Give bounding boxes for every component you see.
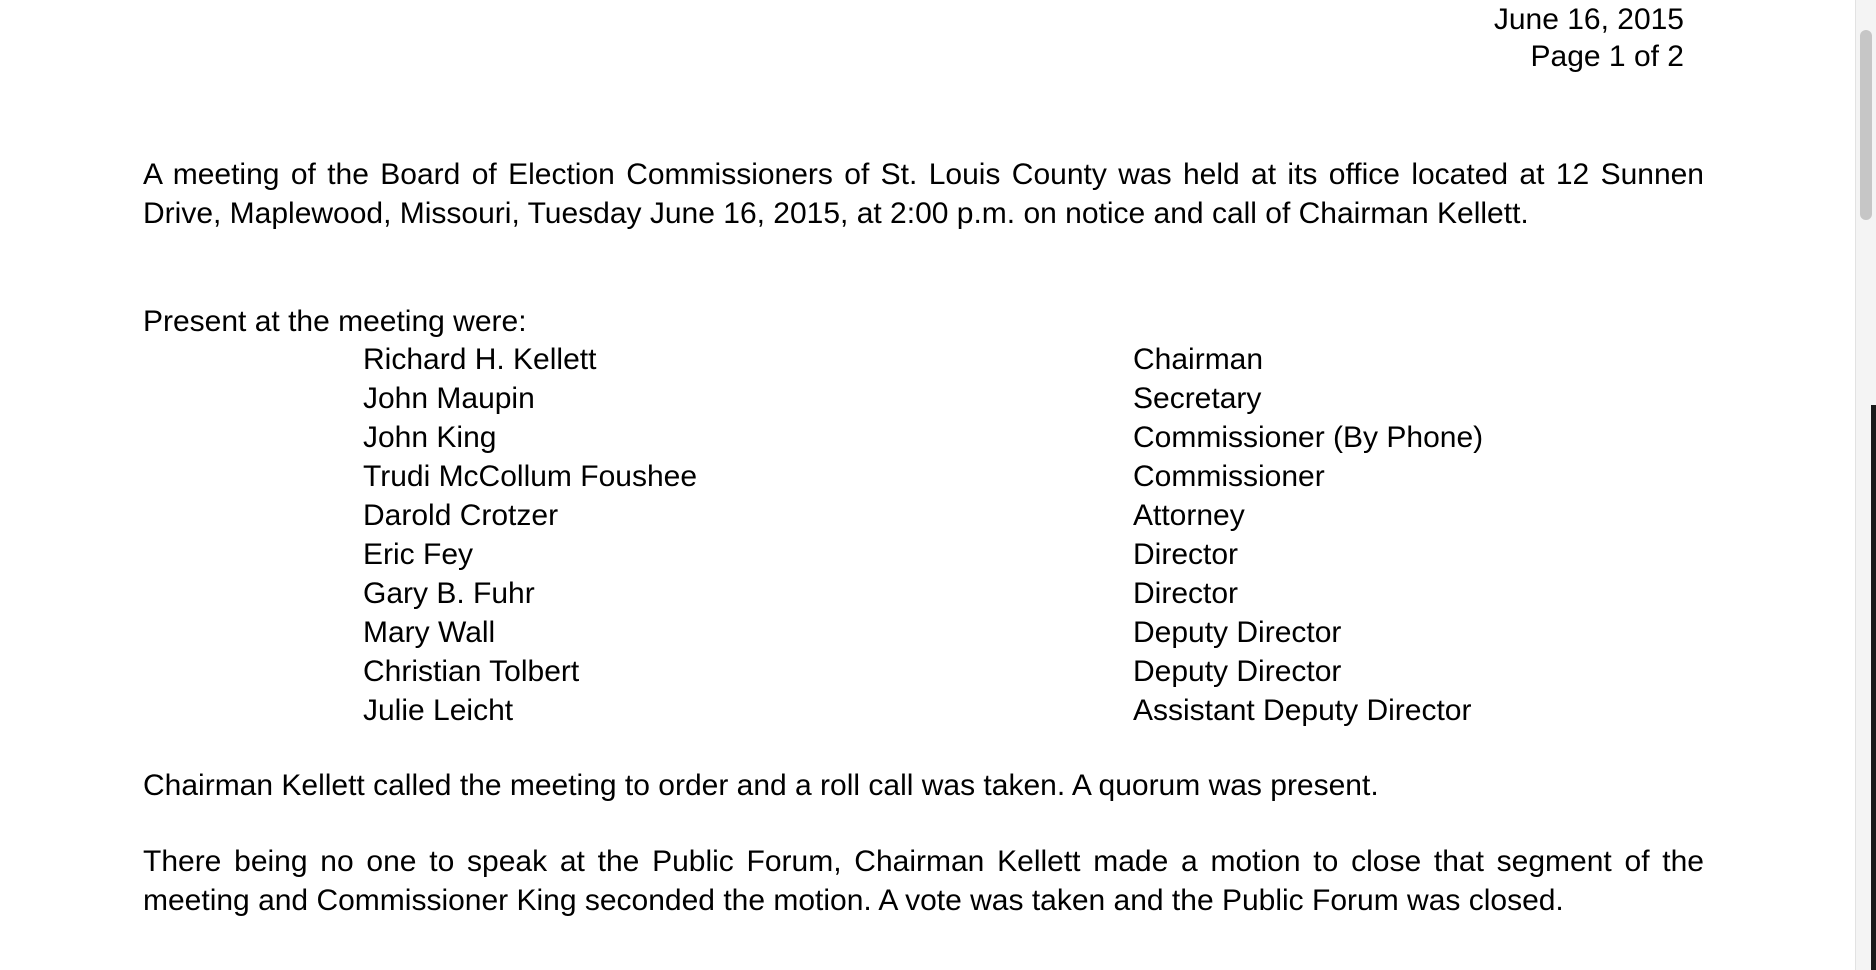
attendee-title: Attorney bbox=[1133, 499, 1245, 532]
public-forum-paragraph: There being no one to speak at the Public Forum, Chairman Kellett made a motion to close that segment of the meeting and Commissioner King seconded the motion. A vote was taken and the Public Forum was closed. bbox=[143, 845, 1704, 917]
attendee-title: Commissioner bbox=[1133, 460, 1325, 493]
attendee-name: Julie Leicht bbox=[363, 694, 514, 727]
attendee-title: Director bbox=[1133, 538, 1239, 571]
attendee-title: Commissioner (By Phone) bbox=[1133, 421, 1484, 454]
header-date: June 16, 2015 bbox=[1493, 3, 1684, 36]
attendee-name: Trudi McCollum Foushee bbox=[363, 460, 697, 493]
attendee-row bbox=[363, 457, 1613, 496]
scrollbar-thumb[interactable] bbox=[1860, 30, 1872, 220]
attendee-row bbox=[363, 379, 1613, 418]
attendee-row bbox=[363, 496, 1613, 535]
attendee-name: Mary Wall bbox=[363, 616, 496, 649]
attendee-name: Gary B. Fuhr bbox=[363, 577, 535, 610]
intro-paragraph: A meeting of the Board of Election Commissioners of St. Louis County was held at its office located at 12 Sunnen Drive, Maplewood, Missouri, Tuesday June 16, 2015, at 2:00 p.m. on notice and call of Chairman Kellett. bbox=[143, 158, 1704, 230]
attendee-title: Deputy Director bbox=[1133, 655, 1342, 688]
attendee-name: Richard H. Kellett bbox=[363, 343, 597, 376]
header-page-number: Page 1 of 2 bbox=[1530, 40, 1684, 73]
attendee-row bbox=[363, 574, 1613, 613]
attendee-title: Director bbox=[1133, 577, 1239, 610]
attendee-name: Eric Fey bbox=[363, 538, 474, 571]
window-edge bbox=[1871, 405, 1876, 970]
attendee-row bbox=[363, 652, 1613, 691]
attendee-row bbox=[363, 535, 1613, 574]
present-heading: Present at the meeting were: bbox=[143, 305, 527, 338]
attendee-title: Deputy Director bbox=[1133, 616, 1342, 649]
attendee-row bbox=[363, 613, 1613, 652]
attendee-title: Chairman bbox=[1133, 343, 1264, 376]
attendee-row bbox=[363, 418, 1613, 457]
attendee-row bbox=[363, 340, 1613, 379]
call-to-order-paragraph: Chairman Kellett called the meeting to order and a roll call was taken. A quorum was present. bbox=[143, 769, 1379, 802]
attendee-title: Secretary bbox=[1133, 382, 1262, 415]
attendee-list bbox=[363, 340, 1613, 730]
attendee-name: Darold Crotzer bbox=[363, 499, 559, 532]
attendee-name: Christian Tolbert bbox=[363, 655, 580, 688]
attendee-row bbox=[363, 691, 1613, 730]
attendee-title: Assistant Deputy Director bbox=[1133, 694, 1472, 727]
attendee-name: John King bbox=[363, 421, 497, 454]
attendee-name: John Maupin bbox=[363, 382, 535, 415]
